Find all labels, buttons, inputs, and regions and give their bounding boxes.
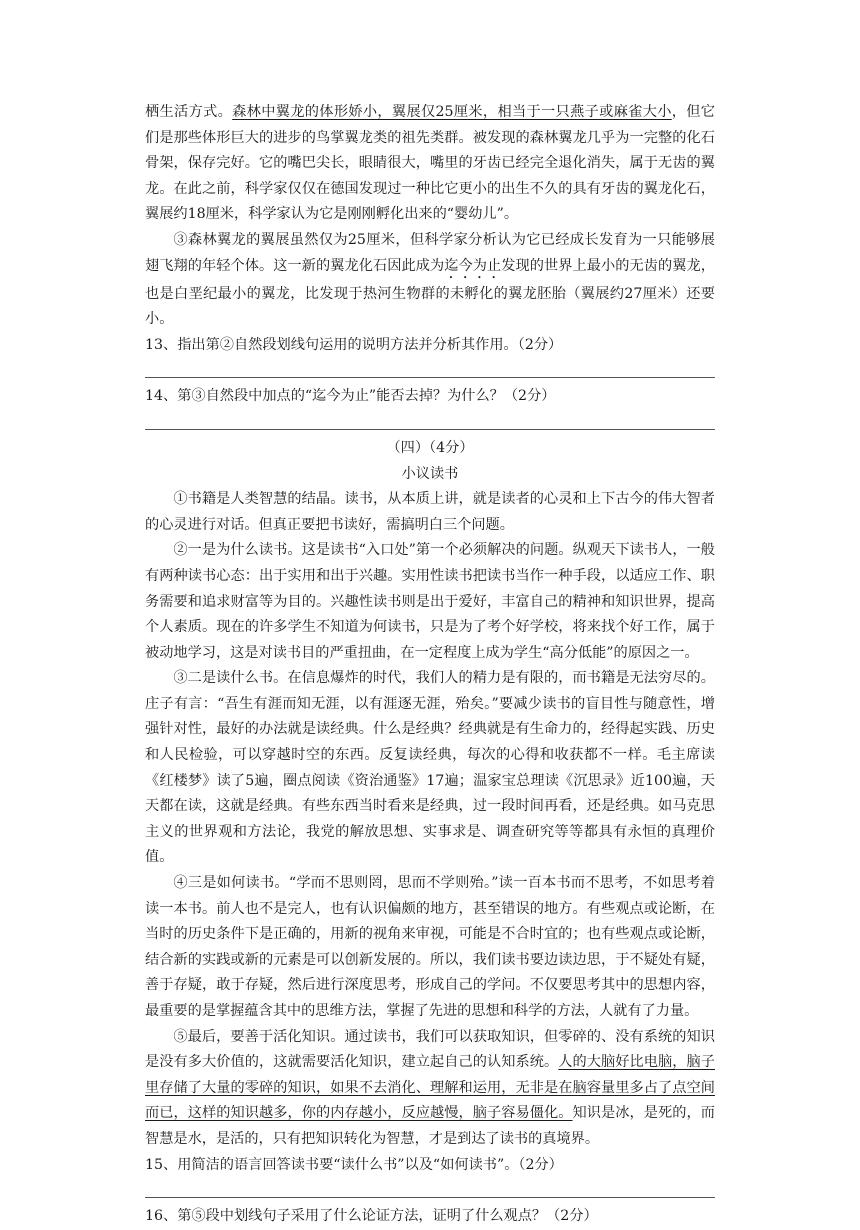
- article-paragraph-3: ③二是读什么书。在信息爆炸的时代，我们人的精力是有限的，而书籍是无法穷尽的。庄子有言：“吾生有涯而知无涯，以有涯逐无涯，殆矣。”要减少读书的盲目性与随意性，增强针对性，最好的办法就是读经典。什么是经典？经典就是有生命力的，经得起实践、历史和人民检验，可以穿越时空的东西。反复读经典，每次的心得和收获都不一样。毛主席读《红楼梦》读了5遍，圈点阅读《资治通鉴》17遍；温家宝总理读《沉思录》近100遍，天天都在读，这就是经典。有些东西当时看来是经典，过一段时间再看，还是经典。如马克思主义的世界观和方法论，我党的解放思想、实事求是、调查研究等等都具有永恒的真理价值。: [145, 670, 715, 866]
- question-14: 14、第③自然段中加点的“迄今为止”能否去掉？为什么？（2分）: [145, 388, 556, 405]
- paragraph-2-continued: [145, 100, 715, 228]
- p3-post-text: 发现的世界上最小的无齿的翼龙，也是白垩纪最小的翼龙，比发现于热河生物群的未孵化的翼龙胚胎（翼展约27厘米）还要小。: [145, 257, 715, 328]
- p2-pre-text: 栖生活方式。: [145, 104, 233, 120]
- p5-post-text: 知识是冰，是死的，而智慧是水，是活的，只有把知识转化为智慧，才是到达了读书的真境界。: [145, 1105, 715, 1147]
- p3-pre-text: ③森林翼龙的翼展虽然仅为25厘米，但科学家分析认为它已经成长发育为一只能够展翅飞翔的年轻个体。这一新的翼龙化石因此成为: [145, 231, 715, 274]
- article-title: 小议读书: [401, 465, 459, 482]
- p5-pre-text: ⑤最后，要善于活化知识。通过读书，我们可以获取知识，但零碎的、没有系统的知识是没有多大价值的，这就需要活化知识，建立起自己的认知系统。: [145, 1028, 715, 1071]
- paragraph-3: [145, 228, 715, 333]
- answer-line-13[interactable]: [145, 358, 715, 378]
- article-paragraph-4: ④三是如何读书。“学而不思则罔，思而不学则殆。”读一百本书而不思考，不如思考着读一本书。前人也不是完人，也有认识偏颇的地方，甚至错误的地方。有些观点或论断，在当时的历史条件下是正确的，用新的视角来审视，可能是不合时宜的；也有些观点或论断，结合新的实践或新的元素是可以创新发展的。所以，我们读书要边读边思，于不疑处有疑，善于存疑，敢于存疑，然后进行深度思考，形成自己的学问。不仅要思考其中的思想内容，最重要的是掌握蕴含其中的思维方法，掌握了先进的思想和科学的方法，人就有了力量。: [145, 875, 715, 1019]
- article-paragraph-1: ①书籍是人类智慧的结晶。读书，从本质上讲，就是读者的心灵和上下古今的伟大智者的心灵进行对话。但真正要把书读好，需搞明白三个问题。: [145, 491, 715, 533]
- underlined-sentence-5: 人的大脑好比电脑，脑子里存储了大量的零碎的知识，如果不去消化、理解和运用，无非是在脑容量里多占了点空间而已，这样的知识越多，你的内存越小，反应越慢，脑子容易僵化。: [145, 1054, 715, 1122]
- question-13: 13、指出第②自然段划线句运用的说明方法并分析其作用。（2分）: [145, 336, 563, 353]
- question-15: 15、用简洁的语言回答读书要“读什么书”以及“如何读书”。（2分）: [145, 1156, 563, 1173]
- dotted-phrase: 迄今为止: [444, 257, 502, 274]
- answer-line-14[interactable]: [145, 410, 715, 430]
- p2-post-text: ，但它们是那些体形巨大的进步的鸟掌翼龙类的祖先类群。被发现的森林翼龙几乎为一完整的化石骨架，保存完好。它的嘴巴尖长，眼睛很大，嘴里的牙齿已经完全退化消失，属于无齿的翼龙。在此之前，科学家仅仅在德国发现过一种比它更小的出生不久的具有牙齿的翼龙化石，翼展约18厘米，科学家认为它是刚刚孵化出来的“婴幼儿”。: [145, 104, 715, 223]
- article-paragraph-2: ②一是为什么读书。这是读书“入口处”第一个必须解决的问题。纵观天下读书人，一般有两种读书心态：出于实用和出于兴趣。实用性读书把读书当作一种手段，以适应工作、职务需要和追求财富等为目的。兴趣性读书则是出于爱好，丰富自己的精神和知识世界，提高个人素质。现在的许多学生不知道为何读书，只是为了考个好学校，将来找个好工作，属于被动地学习，这是对读书目的严重扭曲，在一定程度上成为学生“高分低能”的原因之一。: [145, 542, 715, 661]
- section-heading: （四）（4分）: [386, 439, 474, 456]
- answer-line-15[interactable]: [145, 1178, 715, 1198]
- question-16: 16、第⑤段中划线句子采用了什么论证方法，证明了什么观点？（2分）: [145, 1208, 598, 1225]
- underlined-sentence: 森林中翼龙的体形娇小，翼展仅25厘米，相当于一只燕子或麻雀大小: [232, 104, 672, 120]
- exam-page: [145, 100, 715, 1230]
- article-paragraph-5: [145, 1025, 715, 1153]
